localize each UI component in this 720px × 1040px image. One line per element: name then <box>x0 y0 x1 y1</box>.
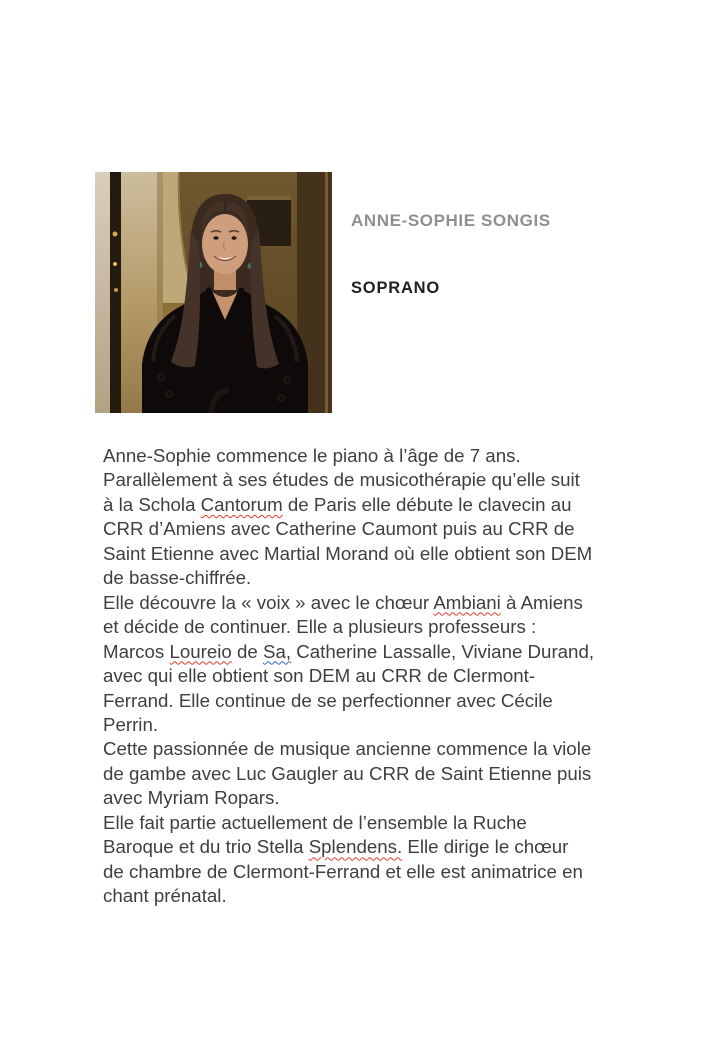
portrait-photo <box>95 172 332 413</box>
bio-text: Ferrand. Elle continue de se perfectionner avec Cécile <box>103 689 553 711</box>
bio-line <box>103 884 594 908</box>
bio-line <box>103 713 594 737</box>
bio-line <box>103 664 594 688</box>
bio-text: à la Schola <box>103 493 201 515</box>
person-name: ANNE-SOPHIE SONGIS <box>351 211 551 230</box>
bio-line <box>103 689 594 713</box>
bio-text: Elle fait partie actuellement de l’ensemble la Ruche <box>103 811 527 833</box>
bio-text: avec qui elle obtient son DEM au CRR de Clermont- <box>103 665 536 687</box>
bio-line <box>103 566 594 590</box>
bio-text: avec Myriam Ropars. <box>103 787 280 809</box>
bio-line <box>103 640 594 664</box>
bio-text: chant prénatal. <box>103 885 227 907</box>
portrait-photo-graphic <box>95 172 332 413</box>
bio-text: Cette passionnée de musique ancienne commence la viole <box>103 738 592 760</box>
bio-text: Marcos <box>103 640 170 662</box>
bio-text: de <box>231 640 263 662</box>
bio-text: Elle découvre la « voix » avec le chœur <box>103 591 434 613</box>
bio-text: de chambre de Clermont-Ferrand et elle est animatrice en <box>103 860 583 882</box>
bio-word-red-squiggle: Ambiani <box>433 591 501 613</box>
bio-line <box>103 811 594 835</box>
bio-line <box>103 835 594 859</box>
bio-line <box>103 542 594 566</box>
bio-line <box>103 860 594 884</box>
bio-word-red-squiggle: Loureio <box>169 640 232 662</box>
bio-text: Anne-Sophie commence le piano à l’âge de 7 ans. <box>103 445 521 466</box>
bio-text: Baroque et du trio Stella <box>103 836 309 858</box>
bio-text: Catherine Lassalle, Viviane Durand, <box>291 640 595 662</box>
bio-text: à Amiens <box>500 591 583 613</box>
bio-line <box>103 762 594 786</box>
person-role: SOPRANO <box>351 279 441 297</box>
bio-text: de basse-chiffrée. <box>103 567 252 589</box>
bio-line <box>103 444 594 468</box>
bio-text: et décide de continuer. Elle a plusieurs professeurs : <box>103 616 537 638</box>
bio-line <box>103 786 594 810</box>
bio-text: Perrin. <box>103 713 159 735</box>
bio-word-red-squiggle: Cantorum <box>200 493 283 515</box>
biography-text <box>103 444 594 909</box>
bio-word-blue-squiggle: Sa, <box>262 640 292 662</box>
bio-text: Parallèlement à ses études de musicothérapie qu’elle suit <box>103 469 580 491</box>
bio-line <box>103 615 594 639</box>
bio-line <box>103 468 594 492</box>
bio-line <box>103 737 594 761</box>
bio-text: de Paris elle débute le clavecin au <box>282 493 572 515</box>
bio-line <box>103 517 594 541</box>
bio-text: CRR d’Amiens avec Catherine Caumont puis au CRR de <box>103 518 575 540</box>
bio-word-red-squiggle: Splendens. <box>308 836 403 858</box>
bio-text: de gambe avec Luc Gaugler au CRR de Saint Etienne puis <box>103 762 592 784</box>
bio-text: Saint Etienne avec Martial Morand où elle obtient son DEM <box>103 542 593 564</box>
bio-line <box>103 591 594 615</box>
bio-line <box>103 493 594 517</box>
bio-text: Elle dirige le chœur <box>402 836 569 858</box>
